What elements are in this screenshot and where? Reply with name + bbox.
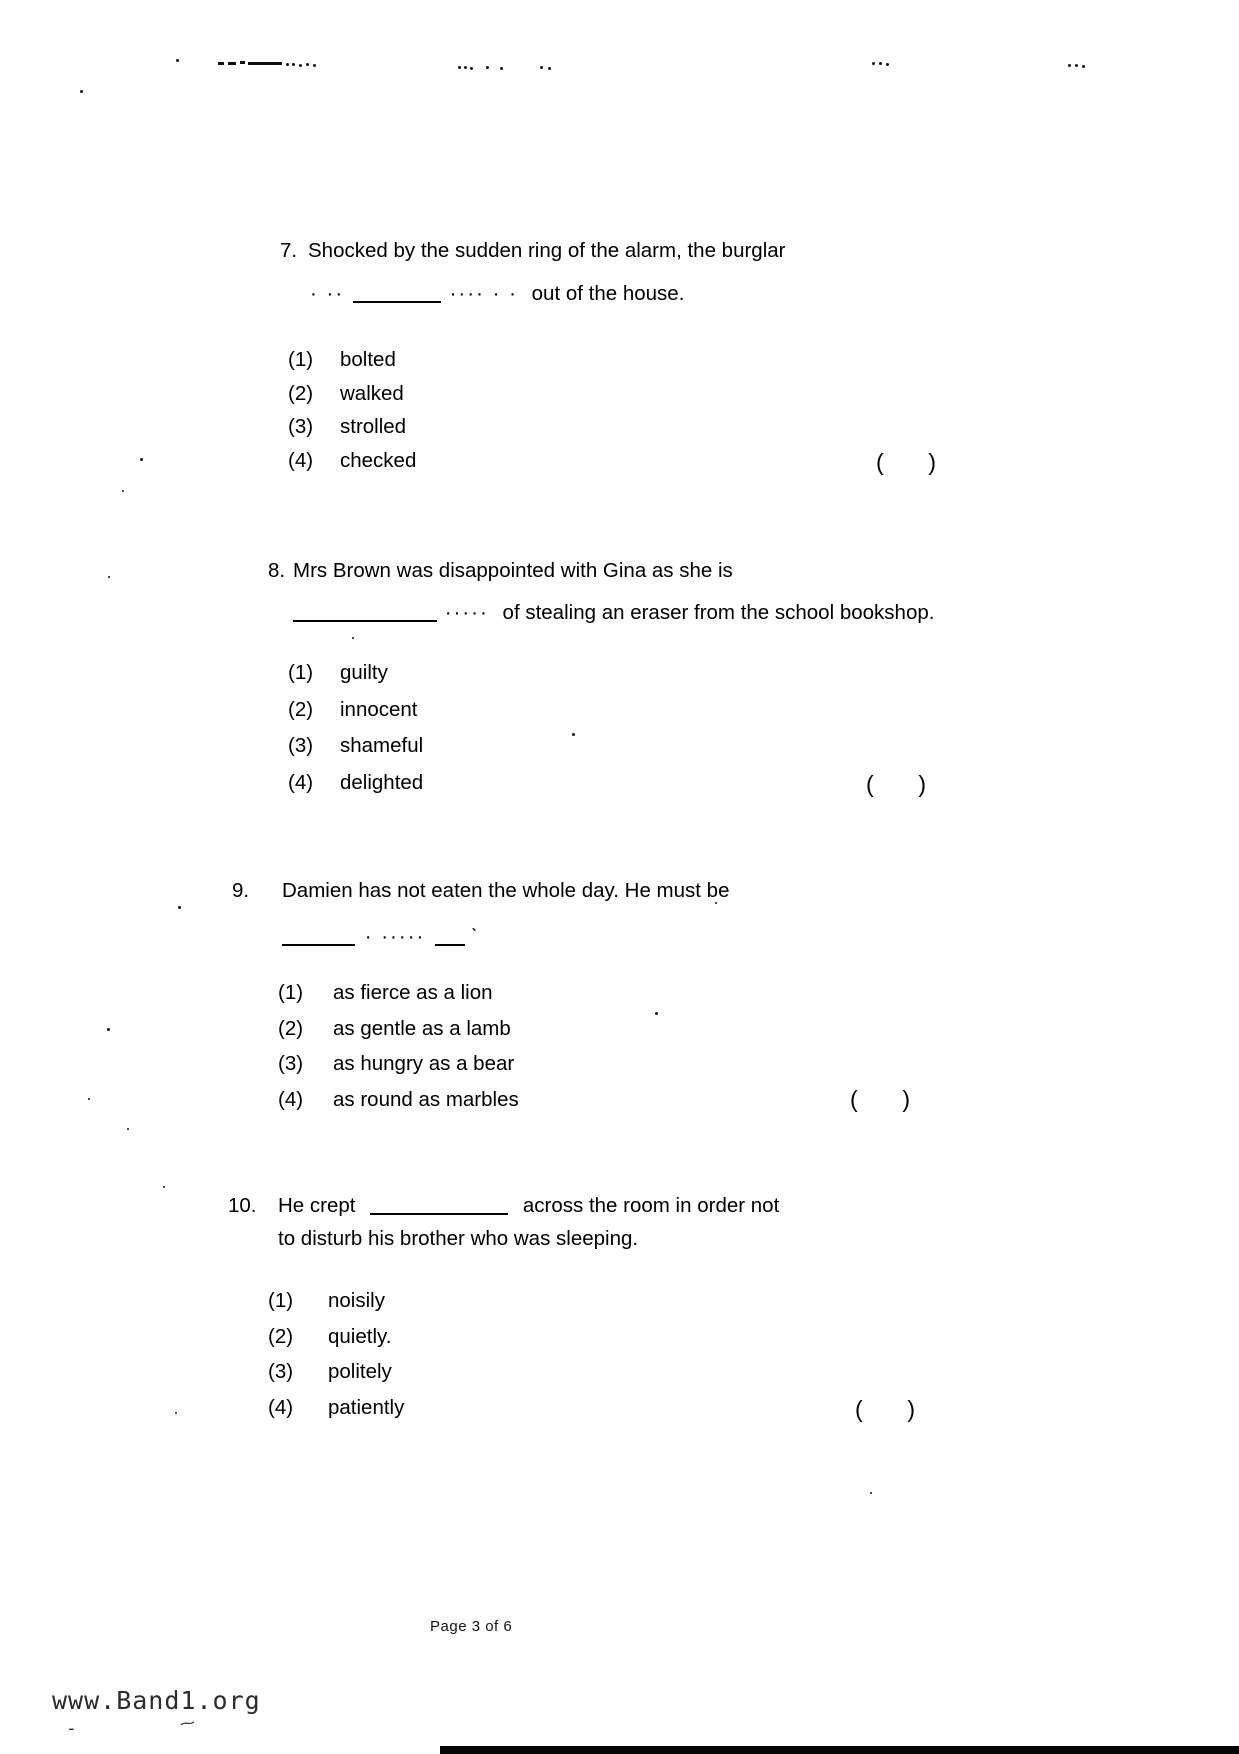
question-7-options [288, 347, 416, 474]
question-10-number: 10. [228, 1194, 257, 1217]
option-row [278, 1051, 519, 1077]
scan-artifact [548, 67, 551, 70]
question-8-line2 [293, 600, 934, 626]
scan-artifact [127, 1128, 129, 1130]
option-label: as fierce as a lion [333, 981, 493, 1004]
question-9-line2-text: ˋ [470, 925, 478, 948]
scan-artifact [175, 1412, 177, 1414]
scan-artifact [140, 458, 143, 461]
question-9-options [278, 980, 519, 1113]
scan-artifact [486, 66, 489, 69]
scan-dots: · ····· [364, 925, 426, 948]
answer-bracket-q7 [876, 448, 936, 477]
scan-artifact [122, 490, 124, 492]
option-label: bolted [340, 348, 396, 371]
bracket-open: ( [876, 449, 884, 475]
option-number: (3) [288, 415, 314, 439]
option-label: politely [328, 1360, 392, 1384]
scan-artifact [107, 1028, 110, 1031]
option-row [268, 1288, 404, 1314]
question-10-options [268, 1288, 404, 1421]
scan-artifact [248, 62, 282, 65]
option-label: strolled [340, 415, 407, 439]
option-label: innocent [340, 697, 418, 721]
question-9-line2 [282, 924, 478, 950]
option-label: as hungry as a bear [333, 1052, 515, 1076]
answer-blank [353, 283, 441, 303]
scan-artifact [470, 67, 473, 70]
question-7-line1: Shocked by the sudden ring of the alarm, the burglar [308, 239, 786, 262]
option-row [278, 1016, 519, 1042]
option-label: walked [340, 381, 404, 405]
question-9-line1: Damien has not eaten the whole day. He must be [282, 879, 730, 902]
option-row [288, 414, 416, 440]
option-label: as round as marbles [333, 1087, 519, 1111]
option-number: (2) [278, 1016, 304, 1040]
option-label: guilty [340, 661, 388, 684]
scan-artifact [292, 63, 295, 66]
bracket-open: ( [850, 1086, 858, 1112]
scan-artifact [299, 64, 302, 67]
scan-artifact [1075, 64, 1078, 67]
scan-artifact [306, 63, 309, 66]
option-label: delighted [340, 770, 424, 794]
scan-artifact [500, 67, 503, 70]
question-7-line2 [310, 281, 684, 307]
option-label: quietly. [328, 1324, 392, 1348]
question-8-line1: Mrs Brown was disappointed with Gina as she is [293, 559, 733, 582]
answer-blank [282, 926, 355, 946]
scan-artifact [88, 1098, 90, 1100]
bracket-close: ) [918, 771, 926, 797]
question-8-number: 8. [268, 559, 286, 582]
option-row [288, 347, 416, 373]
option-number: (1) [268, 1289, 294, 1312]
question-8-line2-text: of stealing an eraser from the school bookshop. [502, 601, 935, 624]
scan-artifact [228, 62, 236, 65]
question-7-number: 7. [280, 239, 298, 262]
bracket-close: ) [928, 449, 936, 475]
answer-blank [293, 602, 437, 622]
question-10-line1 [278, 1193, 779, 1219]
bracket-open: ( [866, 771, 874, 797]
scan-artifact [286, 63, 289, 66]
scan-artifact [176, 59, 179, 62]
option-number: (3) [268, 1360, 294, 1384]
page-number-footer: Page 3 of 6 [430, 1618, 513, 1635]
option-row [268, 1395, 404, 1421]
option-row [268, 1324, 404, 1350]
scan-artifact [1082, 65, 1085, 68]
option-row [288, 660, 423, 686]
scan-artifact [218, 62, 224, 65]
scan-dots: · ·· [310, 282, 345, 305]
scan-artifact [108, 576, 110, 578]
option-number: (1) [288, 348, 314, 371]
option-row [278, 1087, 519, 1113]
answer-bracket-q8 [866, 770, 926, 799]
scan-artifact [1068, 64, 1071, 67]
question-9-number: 9. [232, 879, 250, 902]
question-10-line1-pre: He crept [278, 1194, 356, 1217]
scan-artifact [80, 90, 83, 93]
option-number: (4) [288, 770, 314, 794]
option-row [278, 980, 519, 1006]
scan-artifact [872, 62, 875, 65]
scan-artifact [464, 66, 467, 69]
option-number: (2) [288, 381, 314, 405]
scan-artifact [313, 64, 316, 67]
scan-artifact [163, 1186, 165, 1188]
option-row [268, 1359, 404, 1385]
scan-artifact [458, 66, 461, 69]
answer-blank [370, 1195, 508, 1215]
option-label: as gentle as a lamb [333, 1016, 511, 1040]
watermark-dash: - [66, 1718, 77, 1739]
scan-dots: ····· [444, 601, 489, 624]
scan-edge-bar [440, 1746, 1239, 1754]
scan-artifact [352, 637, 354, 639]
option-row [288, 448, 416, 474]
option-number: (3) [278, 1052, 304, 1076]
option-row [288, 381, 416, 407]
option-label: shameful [340, 734, 424, 758]
scan-dots: ···· · · [449, 282, 518, 305]
scan-artifact [879, 62, 882, 65]
scan-artifact [240, 61, 245, 64]
scan-artifact [178, 906, 181, 909]
scan-artifact [870, 1492, 872, 1494]
option-label: noisily [328, 1289, 385, 1312]
option-label: checked [340, 448, 417, 472]
bracket-close: ) [907, 1396, 915, 1422]
answer-bracket-q9 [850, 1085, 910, 1114]
option-row [288, 733, 423, 759]
answer-blank [435, 926, 465, 946]
scan-artifact [572, 733, 575, 736]
watermark-squiggle: ⁓ [178, 1714, 197, 1733]
option-number: (1) [288, 661, 314, 684]
option-row [288, 770, 423, 796]
watermark-site: www.Band1.org [52, 1686, 261, 1715]
question-7-line2-text: out of the house. [531, 282, 685, 305]
option-number: (2) [288, 697, 314, 721]
option-number: (3) [288, 734, 314, 758]
option-label: patiently [328, 1395, 405, 1419]
option-number: (2) [268, 1324, 294, 1348]
question-8-options [288, 660, 423, 796]
scan-artifact [886, 63, 889, 66]
scan-artifact [655, 1012, 658, 1015]
answer-bracket-q10 [855, 1395, 915, 1424]
question-10-line2: to disturb his brother who was sleeping. [278, 1227, 639, 1250]
question-10-line1-post: across the room in order not [522, 1194, 780, 1217]
scan-artifact [540, 66, 543, 69]
bracket-close: ) [902, 1086, 910, 1112]
option-number: (4) [288, 448, 314, 472]
bracket-open: ( [855, 1396, 863, 1422]
option-number: (4) [278, 1087, 304, 1111]
option-number: (1) [278, 981, 304, 1004]
option-row [288, 697, 423, 723]
option-number: (4) [268, 1395, 294, 1419]
